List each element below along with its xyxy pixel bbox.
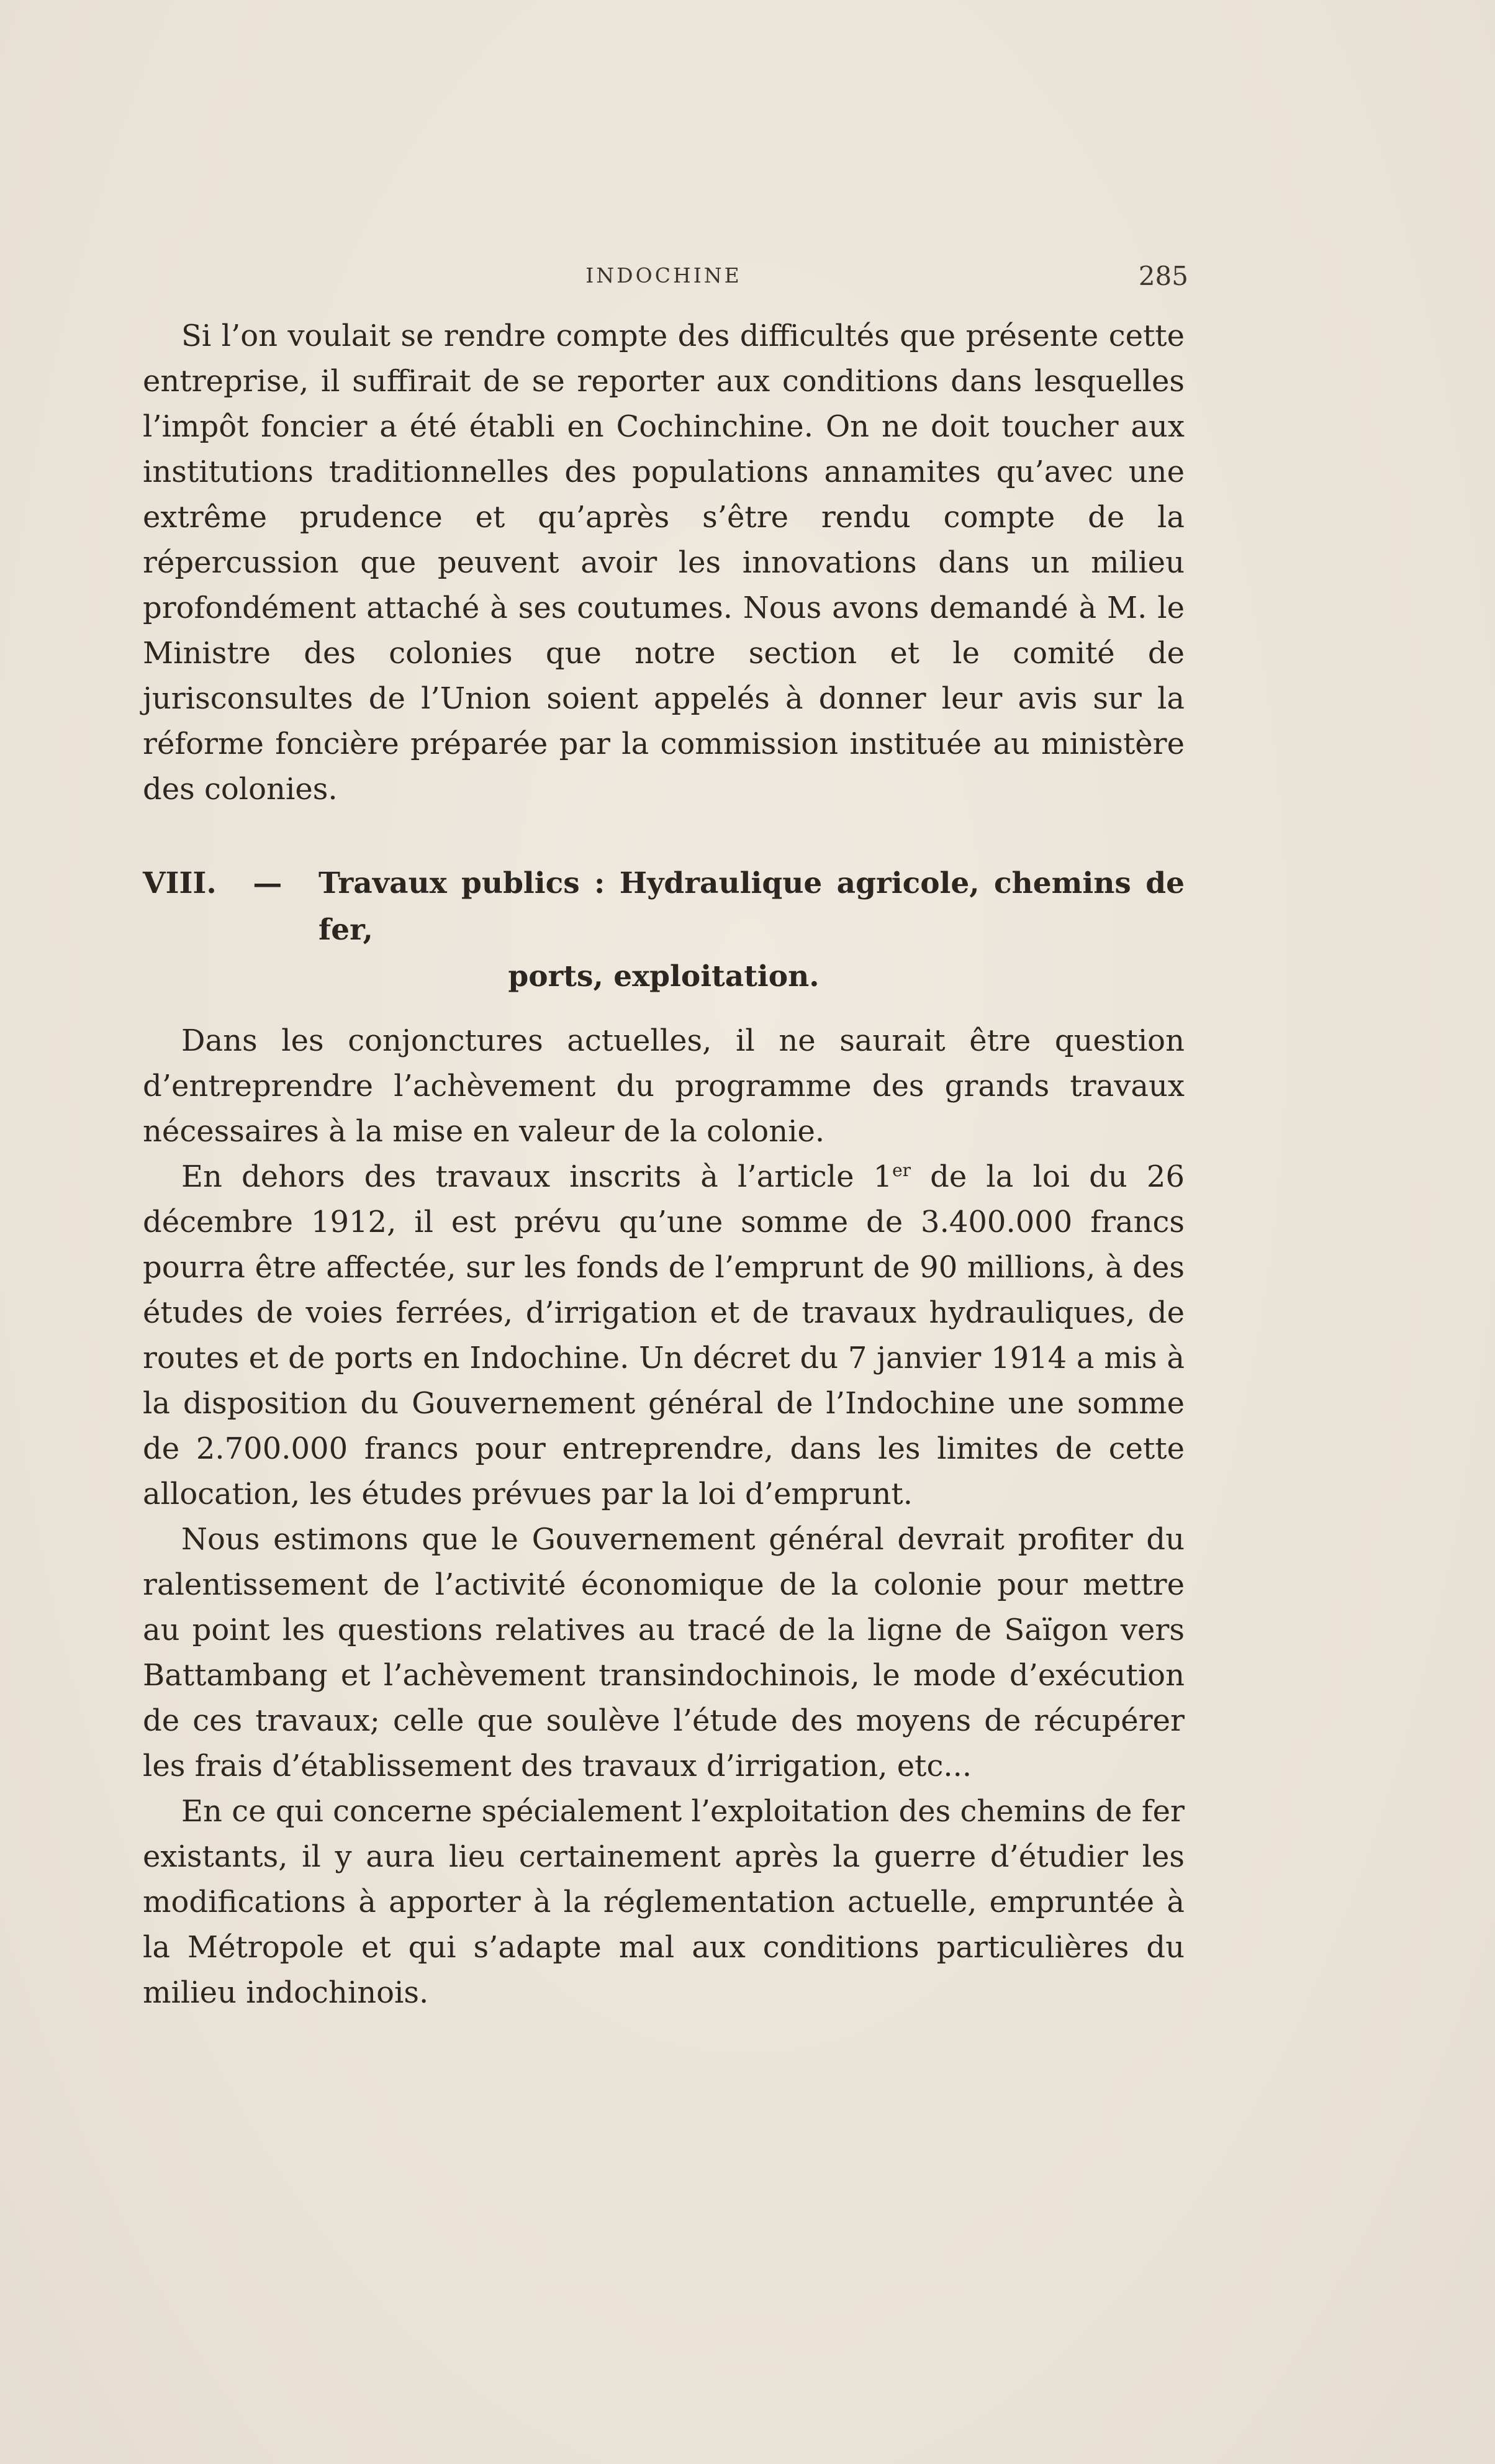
ordinal-superscript: er	[892, 1160, 911, 1180]
body-paragraph-3: Nous estimons que le Gouvernement général devrait profiter du ralentissement de l’activité économique de la colonie pour mettre au point les questions relatives au tracé de la ligne de Saïgon vers Battambang et l’achèvement transindochinois, le mode d’exécution de ces travaux; celle que soulève l’étude des moyens de récupérer les frais d’établissement des travaux d’irrigation, etc...	[143, 1522, 1185, 1783]
section-title-line2: ports, exploitation.	[508, 959, 820, 994]
running-title: INDOCHINE	[585, 263, 742, 288]
page-number: 285	[1138, 261, 1188, 291]
page-header	[143, 261, 1188, 292]
section-title-line1: Travaux publics : Hydraulique agricole, chemins de fer,	[318, 866, 1185, 947]
section-body	[143, 1018, 1185, 2016]
section-heading	[143, 860, 1185, 1000]
body-paragraph-2-start: En dehors des travaux inscrits à l’article 1	[181, 1159, 893, 1194]
intro-block	[143, 314, 1185, 812]
section-heading-line1	[143, 860, 1185, 953]
intro-paragraph: Si l’on voulait se rendre compte des difficultés que présente cette entreprise, il suffirait de se reporter aux conditions dans lesquelles l’impôt foncier a été établi en Cochinchine. On ne doit toucher aux institutions traditionnelles des populations annamites qu’avec une extrême prudence et qu’après s’être rendu compte de la répercussion que peuvent avoir les innovations dans un milieu profondément attaché à ses coutumes. Nous avons demandé à M. le Ministre des colonies que notre section et le comité de jurisconsultes de l’Union soient appelés à donner leur avis sur la réforme foncière préparée par la commission instituée au ministère des colonies.	[143, 319, 1185, 807]
body-paragraph-2-rest: de la loi du 26 décembre 1912, il est prévu qu’une somme de 3.400.000 francs pourra être affectée, sur les fonds de l’emprunt de 90 millions, à des études de voies ferrées, d’irrigation et de travaux hydrauliques, de routes et de ports en Indochine. Un décret du 7 janvier 1914 a mis à la disposition du Gouvernement général de l’Indochine une somme de 2.700.000 francs pour entreprendre, dans les limites de cette allocation, les études prévues par la loi d’emprunt.	[143, 1159, 1185, 1511]
body-paragraph-1: Dans les conjonctures actuelles, il ne saurait être question d’entreprendre l’achèvement du programme des grands travaux nécessaires à la mise en valeur de la colonie.	[143, 1023, 1185, 1149]
body-paragraph-2	[143, 1154, 1185, 1517]
body-paragraph-4: En ce qui concerne spécialement l’exploitation des chemins de fer existants, il y aura lieu certainement après la guerre d’étudier les modifications à apporter à la réglementation actuelle, empruntée à la Métropole et qui s’adapte mal aux conditions particulières du milieu indochinois.	[143, 1794, 1185, 2010]
section-dash: —	[253, 866, 282, 900]
section-number: VIII.	[143, 866, 217, 900]
